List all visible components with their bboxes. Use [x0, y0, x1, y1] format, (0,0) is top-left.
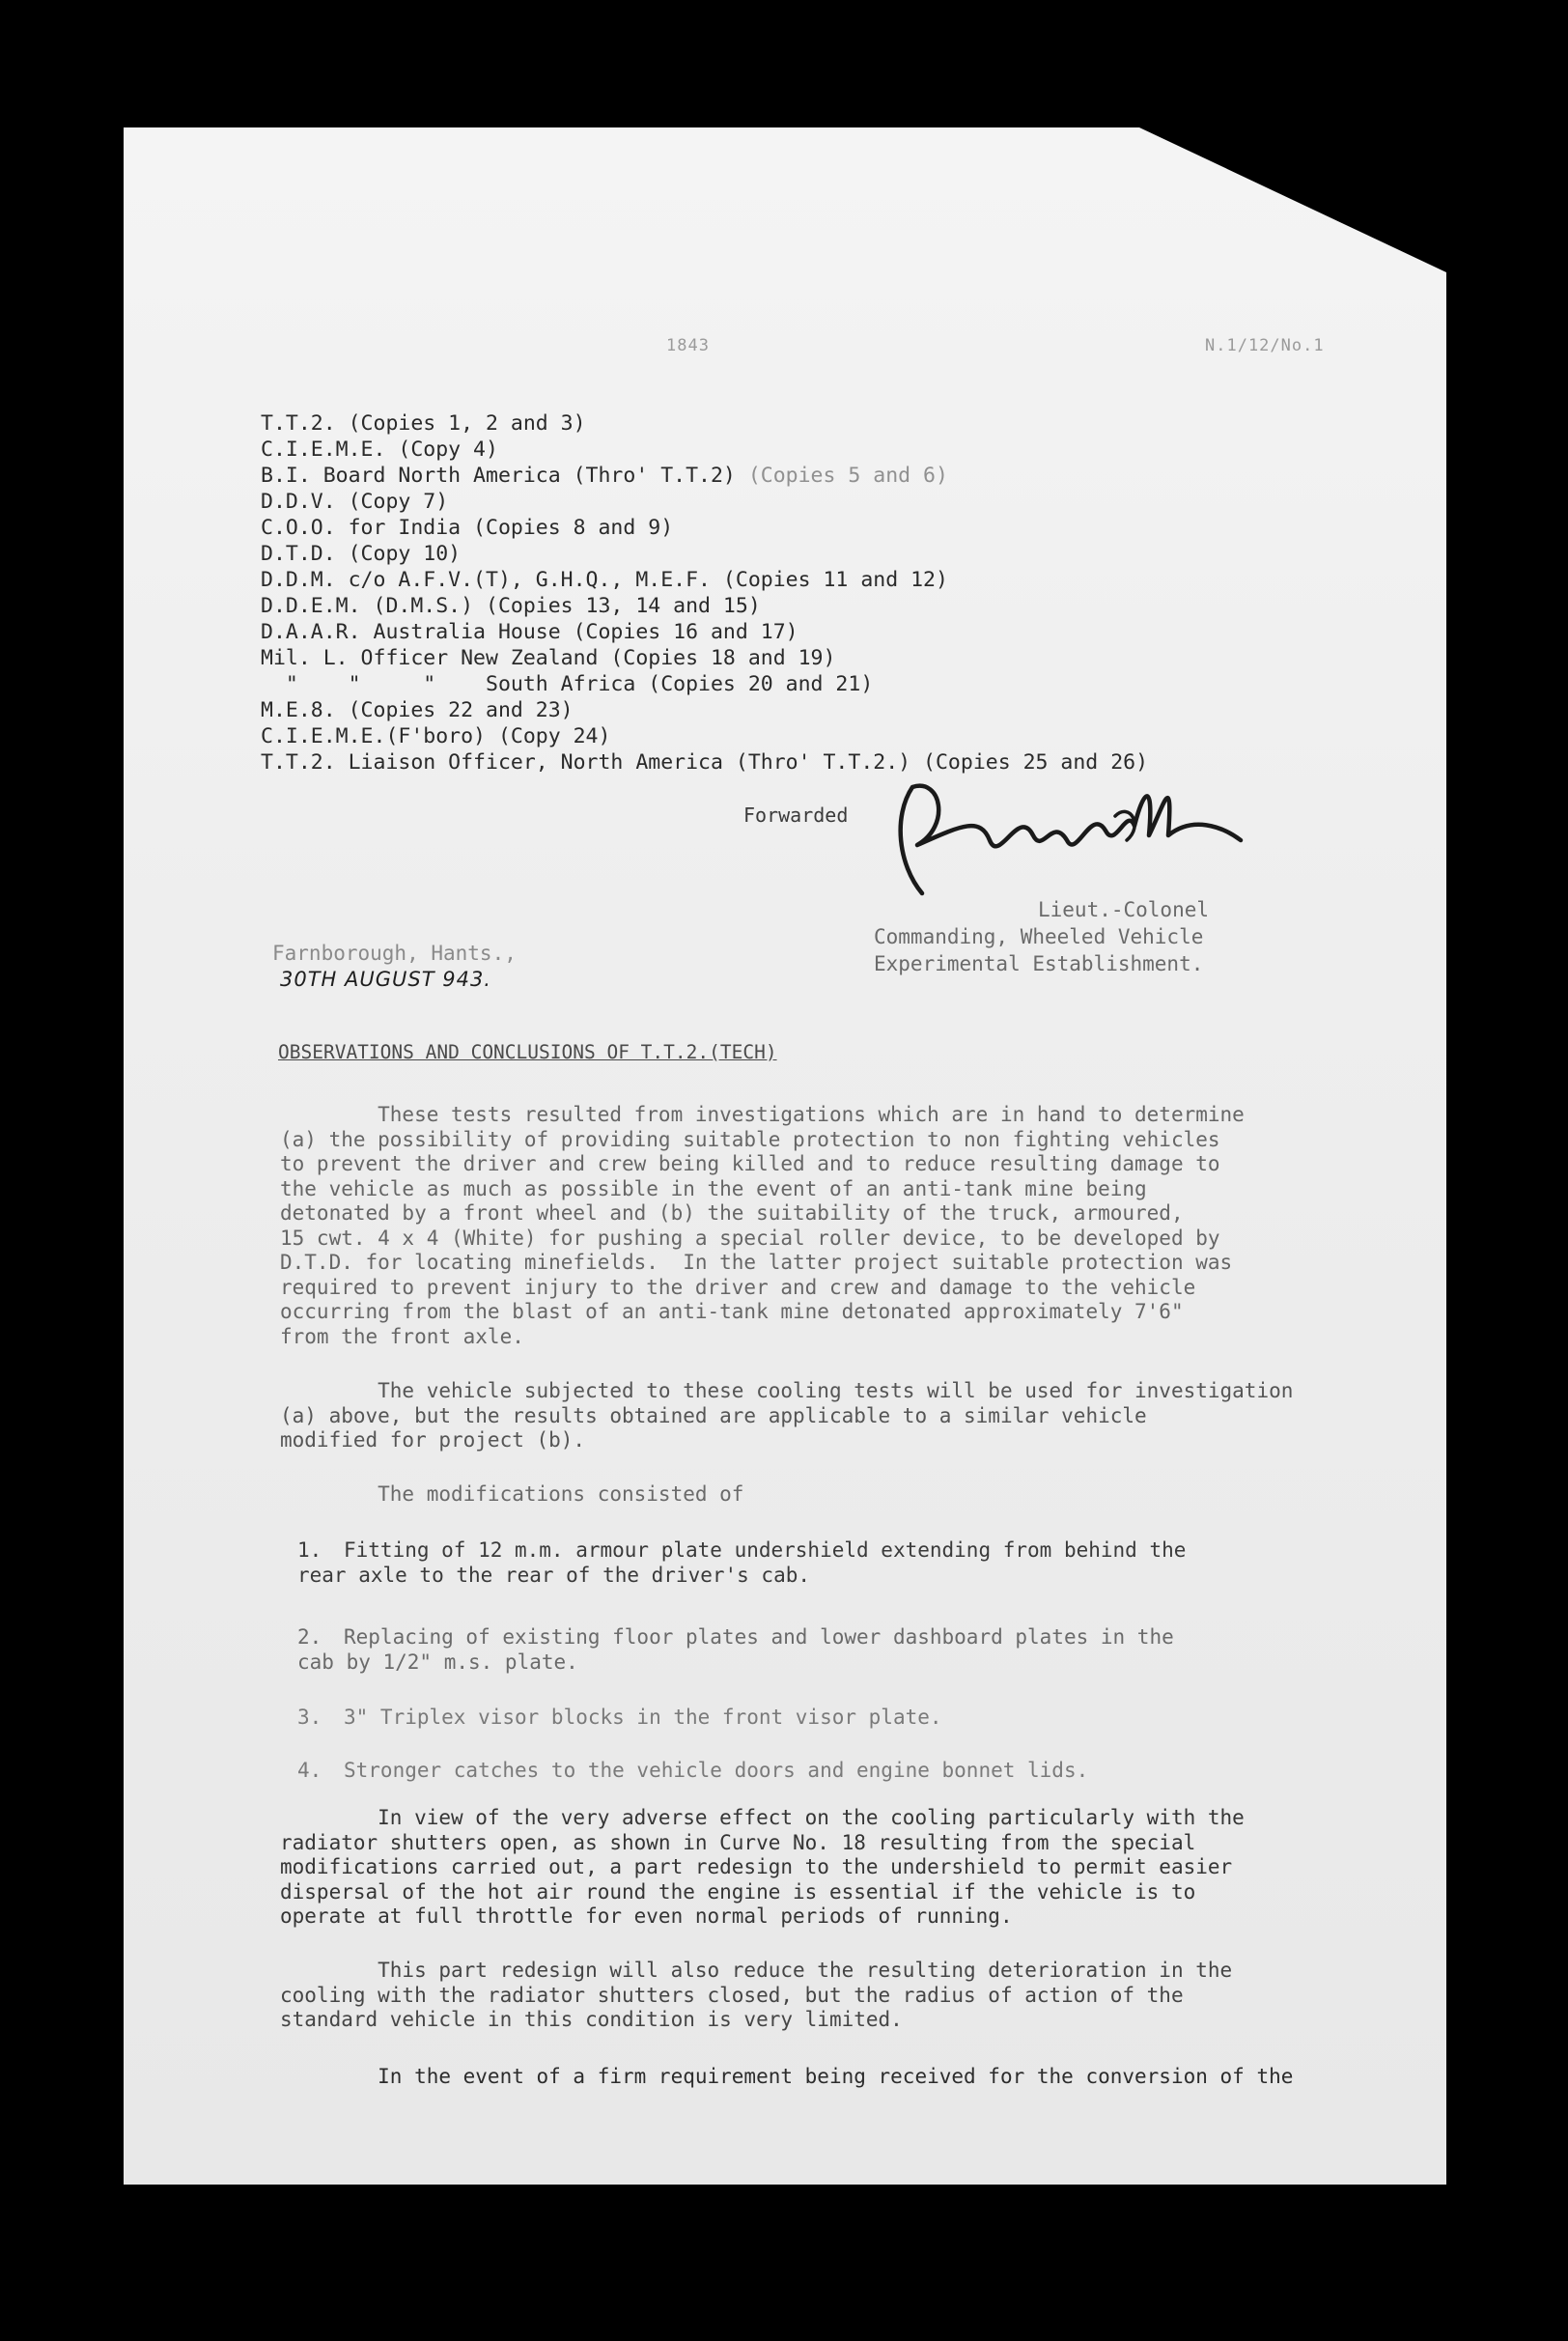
security-classification-mark: 1843: [666, 336, 710, 355]
distribution-entry: C.I.E.M.E. (Copy 4): [261, 437, 498, 462]
distribution-entry: D.T.D. (Copy 10): [261, 542, 462, 566]
paragraph: The modifications consisted of: [280, 1482, 744, 1506]
handwritten-date: 30TH AUGUST 943.: [280, 968, 491, 991]
distribution-entry: D.A.A.R. Australia House (Copies 16 and 17): [261, 620, 798, 644]
list-item-number: 1.: [297, 1538, 322, 1562]
list-item-number: 4.: [297, 1759, 322, 1782]
list-item-text: Fitting of 12 m.m. armour plate undershield extending from behind the rear axle to the rear of the driver's cab.: [297, 1538, 1187, 1587]
distribution-entry: M.E.8. (Copies 22 and 23): [261, 698, 574, 722]
section-heading: OBSERVATIONS AND CONCLUSIONS OF T.T.2.(TECH): [278, 1041, 777, 1063]
paragraph: In view of the very adverse effect on the cooling particularly with the radiator shutters open, as shown in Curve No. 18 resulting from the special modifications carried out, a part redesign to the undershield to permit easier dispersal of the hot air round the engine is essential if the vehicle is to operate at full throttle for even normal periods of running.: [280, 1806, 1245, 1928]
list-item: [297, 1537, 1186, 1588]
place-of-issue: Farnborough, Hants.,: [272, 942, 517, 965]
paragraph: This part redesign will also reduce the resulting deterioration in the cooling with the radiator shutters closed, but the radius of action of the standard vehicle in this condition is very limited.: [280, 1959, 1233, 2031]
signatory-block: [874, 896, 1209, 977]
distribution-entry: T.T.2. Liaison Officer, North America (Thro' T.T.2.) (Copies 25 and 26): [261, 750, 1149, 775]
distribution-entry: C.I.E.M.E.(F'boro) (Copy 24): [261, 724, 611, 748]
list-item-number: 3.: [297, 1706, 322, 1729]
handwritten-signature: [874, 748, 1260, 903]
distribution-entry: B.I. Board North America (Thro' T.T.2) (Copies 5 and 6): [261, 464, 948, 488]
list-item-number: 2.: [297, 1625, 322, 1649]
paragraph: The vehicle subjected to these cooling tests will be used for investigation (a) above, but the results obtained are applicable to a similar vehicle modified for project (b).: [280, 1379, 1294, 1452]
list-item-text: Replacing of existing floor plates and lower dashboard plates in the cab by 1/2" m.s. plate.: [297, 1625, 1174, 1674]
paragraph: These tests resulted from investigations which are in hand to determine (a) the possibility of providing suitable protection to non fighting vehicles to prevent the driver and crew being killed and to reduce resulting damage to the vehicle as much as possible in the event of an anti-tank mine being detonated by a front wheel and (b) the suitability of the truck, armoured, 15 cwt. 4 x 4 (White) for pushing a special roller device, to be developed by D.T.D. for locating minefields. In the latter project suitable protection was required to prevent injury to the driver and crew and damage to the vehicle occurring from the blast of an anti-tank mine detonated approximately 7'6" from the front axle.: [280, 1103, 1245, 1348]
forwarded-label: Forwarded: [743, 804, 849, 827]
list-item: [297, 1758, 1088, 1783]
list-item: [297, 1624, 1174, 1675]
distribution-entry: Mil. L. Officer New Zealand (Copies 18 and 19): [261, 646, 836, 670]
list-item: [297, 1705, 942, 1730]
distribution-entry: D.D.E.M. (D.M.S.) (Copies 13, 14 and 15): [261, 594, 761, 618]
distribution-entry: T.T.2. (Copies 1, 2 and 3): [261, 411, 586, 436]
list-item-text: 3" Triplex visor blocks in the front visor plate.: [344, 1706, 942, 1729]
paragraph: In the event of a firm requirement being received for the conversion of the: [280, 2065, 1294, 2088]
reference-number: N.1/12/No.1: [1205, 336, 1325, 355]
distribution-entry: D.D.M. c/o A.F.V.(T), G.H.Q., M.E.F. (Copies 11 and 12): [261, 568, 948, 592]
signatory-title: Commanding, Wheeled Vehicle: [874, 925, 1204, 948]
signatory-rank: Lieut.-Colonel: [1038, 898, 1210, 921]
distribution-list: [261, 410, 1148, 776]
distribution-entry: " " " South Africa (Copies 20 and 21): [261, 672, 874, 696]
distribution-entry: C.O.O. for India (Copies 8 and 9): [261, 516, 674, 540]
distribution-entry: D.D.V. (Copy 7): [261, 490, 449, 514]
signatory-establishment: Experimental Establishment.: [874, 952, 1204, 975]
list-item-text: Stronger catches to the vehicle doors and engine bonnet lids.: [344, 1759, 1089, 1782]
